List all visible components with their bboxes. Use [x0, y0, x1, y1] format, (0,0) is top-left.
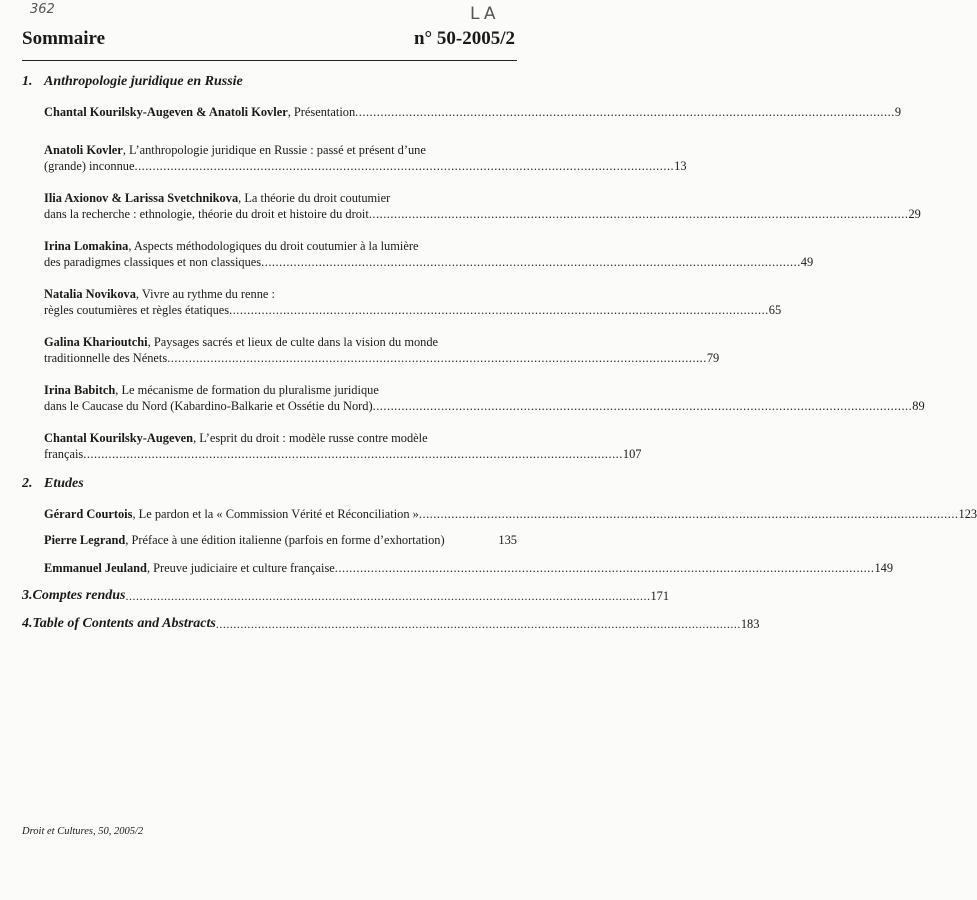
- entry-author: Emmanuel Jeuland: [44, 561, 147, 575]
- entry-title: , Présentation: [287, 105, 356, 119]
- entry-title-cont: règles coutumières et règles étatiques: [44, 303, 230, 317]
- entry-page: 135: [498, 533, 517, 547]
- toc-entry: [44, 104, 902, 120]
- entry-page: 79: [706, 351, 720, 365]
- entry-author: Irina Lomakina: [44, 239, 129, 253]
- entry-author: Chantal Kourilsky-Augeven: [44, 431, 194, 445]
- entry-title: , La théorie du droit coutumier: [238, 191, 391, 205]
- toc-entry: [44, 430, 642, 462]
- section-page: 183: [740, 617, 760, 631]
- entry-title: , Le mécanisme de formation du pluralisme juridique: [115, 383, 379, 397]
- entry-title: , Préface à une édition italienne (parfois en forme d’exhortation): [125, 533, 445, 547]
- toc-entry: [44, 190, 921, 222]
- entry-title-cont: (grande) inconnue: [44, 159, 135, 173]
- section-title: Table of Contents and Abstracts: [32, 616, 216, 631]
- toc-entry: [44, 506, 977, 522]
- section-title: Etudes: [44, 476, 84, 491]
- section-number: 3.: [22, 588, 33, 603]
- section-heading: [22, 74, 517, 90]
- entry-author: Anatoli Kovler: [44, 143, 123, 157]
- section-title: Comptes rendus: [32, 588, 126, 603]
- entry-title: , Paysages sacrés et lieux de culte dans la vision du monde: [147, 335, 439, 349]
- entry-title-cont: français: [44, 447, 84, 461]
- entry-page: 107: [622, 447, 642, 461]
- entry-page: 49: [800, 255, 814, 269]
- section-heading: [22, 616, 760, 632]
- entry-author: Irina Babitch: [44, 383, 116, 397]
- entry-page: 9: [894, 105, 902, 119]
- toc-entry: [44, 382, 925, 414]
- section-heading: [22, 588, 670, 604]
- entry-title: , Aspects méthodologiques du droit coutumier à la lumière: [128, 239, 419, 253]
- entry-title: , Preuve judiciaire et culture française: [146, 561, 335, 575]
- toc-entry: [44, 560, 894, 576]
- toc-entry: [44, 334, 720, 366]
- entry-author: Gérard Courtois: [44, 507, 133, 521]
- page-title: Sommaire: [22, 28, 106, 49]
- toc-entry: [44, 142, 687, 174]
- entry-page: 149: [874, 561, 894, 575]
- toc-entry: [44, 238, 814, 270]
- entry-page: 65: [768, 303, 782, 317]
- section-number: 1.: [22, 74, 33, 89]
- entry-title-cont: des paradigmes classiques et non classiques: [44, 255, 262, 269]
- entry-title: , L’esprit du droit : modèle russe contre modèle: [193, 431, 428, 445]
- entry-title: , Vivre au rythme du renne :: [135, 287, 275, 301]
- toc-entry: [44, 286, 782, 318]
- entry-title-cont: dans le Caucase du Nord (Kabardino-Balkarie et Ossétie du Nord): [44, 399, 373, 413]
- entry-title-cont: dans la recherche : ethnologie, théorie du droit et histoire du droit: [44, 207, 369, 221]
- section-heading: [22, 476, 517, 492]
- entry-author: Pierre Legrand: [44, 533, 126, 547]
- entry-page: 13: [674, 159, 687, 173]
- page-header: [22, 28, 515, 50]
- table-of-contents: [22, 74, 977, 632]
- header-rule: [22, 60, 517, 61]
- entry-author: Natalia Novikova: [44, 287, 136, 301]
- entry-page: 89: [912, 399, 925, 413]
- handwritten-annotation-right: LA: [470, 4, 500, 24]
- entry-page: 123: [958, 507, 977, 521]
- section-title: Anthropologie juridique en Russie: [44, 74, 243, 89]
- entry-title-cont: traditionnelle des Nénets: [44, 351, 168, 365]
- toc-entry: [44, 532, 517, 548]
- entry-author: Ilia Axionov & Larissa Svetchnikova: [44, 191, 239, 205]
- entry-author: Galina Kharioutchi: [44, 335, 148, 349]
- entry-title: , L’anthropologie juridique en Russie : passé et présent d’une: [122, 143, 426, 157]
- handwritten-annotation-left: 362: [30, 2, 55, 17]
- section-number: 2.: [22, 476, 33, 491]
- section-number: 4.: [22, 616, 33, 631]
- entry-page: 29: [908, 207, 921, 221]
- issue-number: n° 50-2005/2: [413, 28, 515, 49]
- entry-author: Chantal Kourilsky-Augeven & Anatoli Kovler: [44, 105, 288, 119]
- section-page: 171: [650, 589, 670, 603]
- entry-title: , Le pardon et la « Commission Vérité et Réconciliation »: [132, 507, 419, 521]
- page-footer: Droit et Cultures, 50, 2005/2: [22, 826, 144, 837]
